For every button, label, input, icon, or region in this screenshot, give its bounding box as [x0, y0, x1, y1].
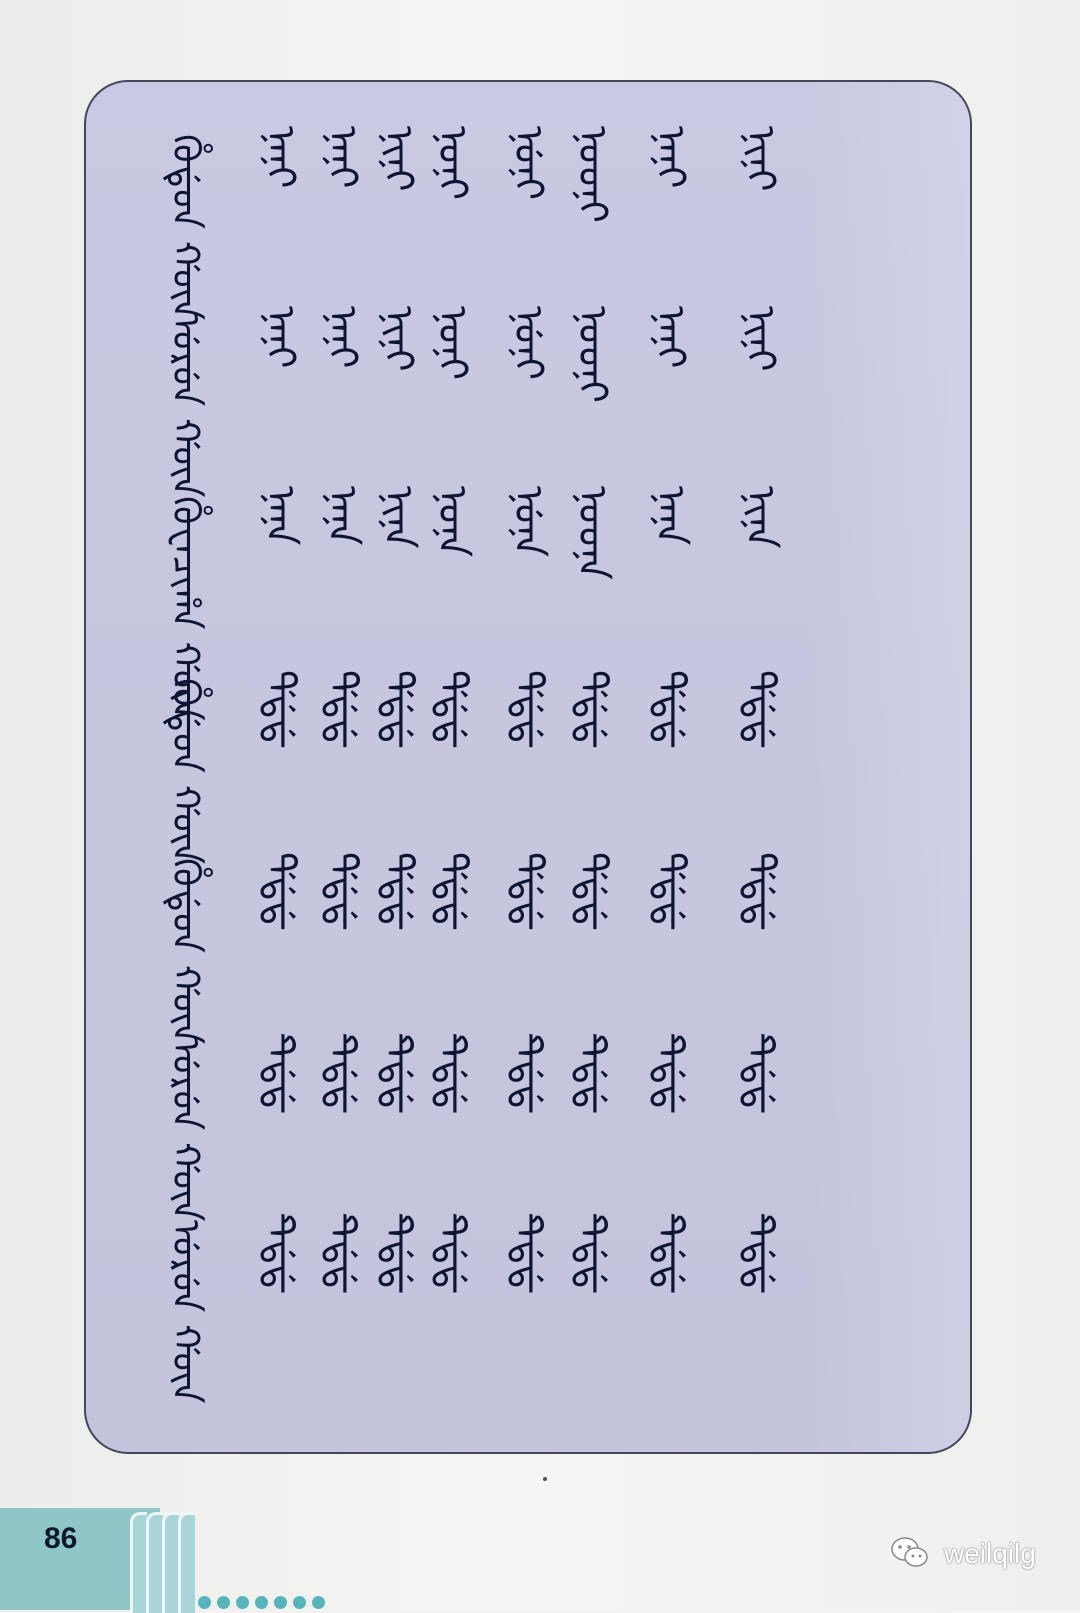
row-word: ᡥᡠᡩᡠᠨ ᡤᡡᠨ — [164, 678, 208, 865]
glyph-column: ᠨᠣᠣᠨᡳ — [569, 126, 615, 223]
corner-tab — [178, 1512, 195, 1613]
glyph-column: ᡨᡩᡩ — [737, 1212, 783, 1295]
dot-icon — [217, 1596, 230, 1609]
glyph-column: ᡩᡩᡩ — [429, 852, 475, 931]
dot-icon — [236, 1596, 249, 1609]
glyph-column: ᠨᠣᠨᡳ — [429, 306, 475, 380]
glyph-column: ᠨᠠᠨᠠ — [257, 486, 303, 546]
glyph-column: ᡩᡩᡩ — [569, 670, 615, 749]
corner-tab — [130, 1512, 147, 1613]
glyph-column: ᡩᡩᡩ — [319, 852, 365, 931]
glyph-column: ᠨᠣᠨᡳ — [429, 126, 475, 200]
glyph-column: ᡩᡩᡩ — [647, 670, 693, 749]
dot-icon — [198, 1596, 211, 1609]
panel-shade — [810, 82, 970, 1452]
watermark-text: weilqilg — [944, 1538, 1036, 1569]
glyph-column: ᡩᡩᡩ — [505, 670, 551, 749]
glyph-column: ᠨᡳᠨᡳ — [375, 306, 421, 372]
glyph-column: ᡩᡩᡩ — [647, 852, 693, 931]
glyph-column: ᡨᡩᡩ — [319, 1212, 365, 1295]
glyph-column: ᠨᠠᠨᠠ — [319, 486, 365, 546]
glyph-column: ᡨᡩᡩ — [505, 1212, 551, 1295]
glyph-column: ᠨᠠᠨᠠ — [647, 486, 693, 546]
glyph-column: ᠨᡠᠨᡳ — [505, 306, 551, 380]
glyph-column: ᠨᡳᠨᡳ — [737, 126, 783, 192]
glyph-column: ᠨᡳᠨᡳ — [375, 126, 421, 192]
glyph-column: ᡨᡩᡩ — [647, 1212, 693, 1295]
glyph-column: ᠨᠡᠨᡳ — [319, 306, 365, 369]
glyph-column: ᡨᡩᡩ — [737, 1032, 783, 1115]
row-word: ᡠᡵᡠᠨ ᡤᡡᠨ — [164, 314, 208, 498]
row-word: ᡥᡠᡩᡠᠨ ᡤᡡᠨ — [164, 858, 208, 1045]
glyph-column: ᡩᡩᡩ — [737, 852, 783, 931]
glyph-column: ᠨᡳᠨᠠ — [375, 486, 421, 549]
glyph-column: ᡩᡩᡩ — [375, 670, 421, 749]
glyph-column: ᡨᡩᡩ — [505, 1032, 551, 1115]
dot-icon — [255, 1596, 268, 1609]
glyph-column: ᠨᡳᠨᡳ — [737, 306, 783, 372]
glyph-column: ᡨᡩᡩ — [319, 1032, 365, 1115]
glyph-column: ᡩᡩᡩ — [257, 670, 303, 749]
decorative-dots — [198, 1594, 331, 1613]
glyph-column: ᠨᠠᠨᡳ — [647, 126, 693, 189]
glyph-column: ᡨᡩᡩ — [647, 1032, 693, 1115]
row-word: ᡠᡵᡠᠨ ᡤᡡᠨ — [164, 1220, 208, 1404]
glyph-column: ᡨᡩᡩ — [569, 1032, 615, 1115]
glyph-column: ᡨᡩᡩ — [375, 1212, 421, 1295]
glyph-column: ᠨᠣᠣᠨᡳ — [569, 306, 615, 403]
glyph-column: ᡨᡩᡩ — [257, 1032, 303, 1115]
glyph-column: ᠨᠠᠨᡳ — [257, 306, 303, 369]
glyph-column: ᠨᠡᠨᡳ — [319, 126, 365, 189]
glyph-column: ᡩᡩᡩ — [375, 852, 421, 931]
dot-icon — [293, 1596, 306, 1609]
glyph-column: ᡨᡩᡩ — [429, 1212, 475, 1295]
glyph-column: ᠨᡠᠨᠠ — [505, 486, 551, 558]
dot-icon — [312, 1596, 325, 1609]
glyph-column: ᠨᠣᠨᠠ — [429, 486, 475, 558]
glyph-column: ᡩᡩᡩ — [319, 670, 365, 749]
glyph-column: ᡩᡩᡩ — [569, 852, 615, 931]
glyph-column: ᡨᡩᡩ — [257, 1212, 303, 1295]
glyph-column: ᠨᠣᠣᠨᠠ — [569, 486, 615, 580]
glyph-column: ᡨᡩᡩ — [429, 1032, 475, 1115]
row-word: ᡠᡵᡠᠨ ᡤᡡᠨ — [164, 1038, 208, 1222]
wechat-icon — [890, 1536, 930, 1570]
glyph-column: ᠨᡠᠨᡳ — [505, 126, 551, 200]
glyph-column: ᡩᡩᡩ — [505, 852, 551, 931]
glyph-column: ᡩᡩᡩ — [737, 670, 783, 749]
glyph-column: ᠨᠠᠨᡳ — [647, 306, 693, 369]
glyph-column: ᡩᡩᡩ — [257, 852, 303, 931]
glyph-column: ᡨᡩᡩ — [375, 1032, 421, 1115]
glyph-column: ᡨᡩᡩ — [569, 1212, 615, 1295]
dot-icon — [274, 1596, 287, 1609]
glyph-column: ᠨᠠᠨᡳ — [257, 126, 303, 189]
ink-speck — [543, 1477, 547, 1481]
row-word: ᡥᡠᡩᡠᠨ ᡤᡡᠨ — [164, 134, 208, 321]
corner-tab — [146, 1512, 163, 1613]
row-word: ᡥᡠᠸᠠᠴᡳᡥᠠ ᡤᡡᠨ — [164, 496, 208, 721]
glyph-column: ᠨᡳᠨᠠ — [737, 486, 783, 549]
page-number: 86 — [44, 1522, 78, 1555]
lesson-panel — [84, 80, 972, 1454]
corner-tab — [162, 1512, 179, 1613]
glyph-column: ᡩᡩᡩ — [429, 670, 475, 749]
